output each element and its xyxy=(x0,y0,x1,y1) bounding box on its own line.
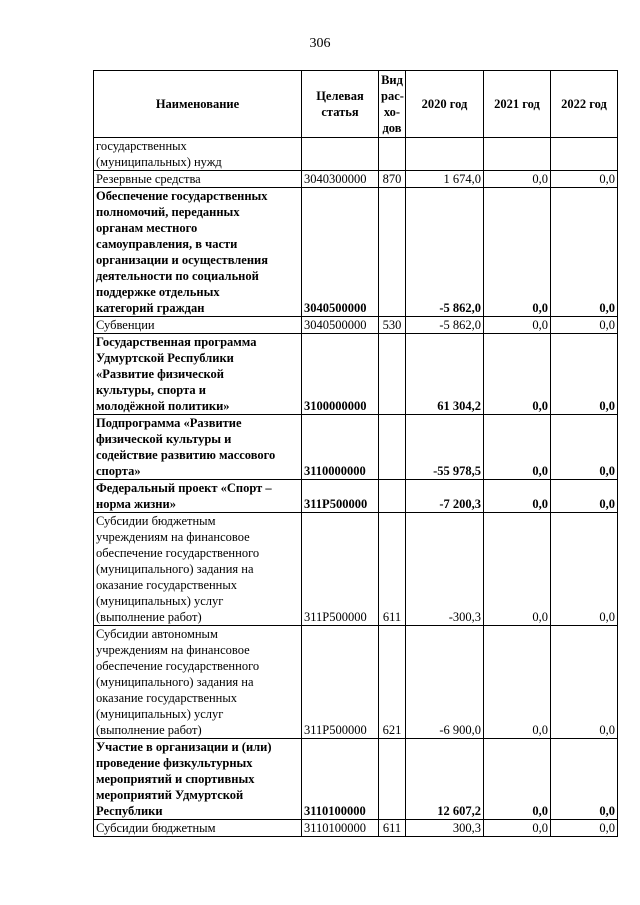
row-vid xyxy=(379,739,406,820)
row-2022 xyxy=(551,138,618,171)
table-row xyxy=(94,626,618,739)
header-article xyxy=(302,71,379,138)
row-name-line: Резервные средства xyxy=(96,172,201,186)
row-name xyxy=(94,626,302,739)
table-row xyxy=(94,739,618,820)
row-2020 xyxy=(406,138,484,171)
row-2020: -7 200,3 xyxy=(406,480,484,513)
header-2020: 2020 год xyxy=(406,71,484,138)
row-2022: 0,0 xyxy=(551,188,618,317)
row-2021: 0,0 xyxy=(484,513,551,626)
row-2022: 0,0 xyxy=(551,820,618,837)
row-name-line: Государственная программа xyxy=(96,335,257,349)
row-name-line: Участие в организации и (или) xyxy=(96,740,272,754)
row-name-line: (муниципальных) услуг xyxy=(96,707,224,721)
row-name xyxy=(94,739,302,820)
header-vid-line: рас- xyxy=(381,89,404,103)
row-vid: 870 xyxy=(379,171,406,188)
row-name xyxy=(94,188,302,317)
row-name-line: Обеспечение государственных xyxy=(96,189,268,203)
row-code: 311P500000 xyxy=(302,480,379,513)
row-code: 3040500000 xyxy=(302,188,379,317)
row-name xyxy=(94,334,302,415)
row-name-line: Субсидии бюджетным xyxy=(96,821,216,835)
row-name xyxy=(94,480,302,513)
row-name xyxy=(94,138,302,171)
row-2021: 0,0 xyxy=(484,188,551,317)
row-2021: 0,0 xyxy=(484,626,551,739)
header-article-line: статья xyxy=(321,105,359,119)
row-2021: 0,0 xyxy=(484,739,551,820)
row-name-line: учреждениям на финансовое xyxy=(96,530,250,544)
row-2020: 300,3 xyxy=(406,820,484,837)
row-name xyxy=(94,171,302,188)
row-name xyxy=(94,415,302,480)
header-vid-line: Вид xyxy=(381,73,403,87)
row-vid: 530 xyxy=(379,317,406,334)
row-code: 3110100000 xyxy=(302,739,379,820)
row-2021 xyxy=(484,138,551,171)
row-code: 3040300000 xyxy=(302,171,379,188)
header-vid xyxy=(379,71,406,138)
row-name-line: самоуправления, в части xyxy=(96,237,238,251)
row-name-line: физической культуры и xyxy=(96,432,232,446)
row-name-line: Республики xyxy=(96,804,163,818)
row-2021: 0,0 xyxy=(484,171,551,188)
row-name-line: (выполнение работ) xyxy=(96,723,202,737)
row-2021: 0,0 xyxy=(484,820,551,837)
row-name-line: проведение физкультурных xyxy=(96,756,253,770)
table-body xyxy=(94,138,618,837)
row-name-line: Субсидии бюджетным xyxy=(96,514,216,528)
table-row xyxy=(94,334,618,415)
row-2020: -5 862,0 xyxy=(406,188,484,317)
row-name-line: (муниципальных) услуг xyxy=(96,594,224,608)
budget-table xyxy=(93,70,618,837)
row-vid: 611 xyxy=(379,820,406,837)
row-name-line: «Развитие физической xyxy=(96,367,224,381)
header-2022: 2022 год xyxy=(551,71,618,138)
row-name-line: учреждениям на финансовое xyxy=(96,643,250,657)
header-vid-line: хо- xyxy=(383,105,401,119)
row-name-line: поддержке отдельных xyxy=(96,285,220,299)
row-code: 3040500000 xyxy=(302,317,379,334)
row-2021: 0,0 xyxy=(484,415,551,480)
row-vid xyxy=(379,415,406,480)
row-2022: 0,0 xyxy=(551,739,618,820)
row-code: 3110000000 xyxy=(302,415,379,480)
row-name-line: деятельности по социальной xyxy=(96,269,259,283)
row-name-line: Субсидии автономным xyxy=(96,627,218,641)
row-vid xyxy=(379,188,406,317)
row-code: 311P500000 xyxy=(302,513,379,626)
row-name-line: спорта» xyxy=(96,464,141,478)
row-code: 3110100000 xyxy=(302,820,379,837)
header-article-line: Целевая xyxy=(316,89,364,103)
row-name xyxy=(94,820,302,837)
row-code: 311P500000 xyxy=(302,626,379,739)
row-2022: 0,0 xyxy=(551,415,618,480)
row-2022: 0,0 xyxy=(551,317,618,334)
row-2022: 0,0 xyxy=(551,626,618,739)
row-name-line: Федеральный проект «Спорт – xyxy=(96,481,272,495)
row-name-line: обеспечение государственного xyxy=(96,659,260,673)
row-2020: -5 862,0 xyxy=(406,317,484,334)
row-2020: -6 900,0 xyxy=(406,626,484,739)
row-name-line: мероприятий и спортивных xyxy=(96,772,255,786)
row-2021: 0,0 xyxy=(484,334,551,415)
row-2020: 1 674,0 xyxy=(406,171,484,188)
row-2020: -55 978,5 xyxy=(406,415,484,480)
row-2020: 12 607,2 xyxy=(406,739,484,820)
row-code xyxy=(302,138,379,171)
table-row xyxy=(94,415,618,480)
table-row xyxy=(94,138,618,171)
row-2022: 0,0 xyxy=(551,480,618,513)
row-vid: 611 xyxy=(379,513,406,626)
row-name-line: категорий граждан xyxy=(96,301,205,315)
row-name-line: организации и осуществления xyxy=(96,253,269,267)
table-row xyxy=(94,171,618,188)
row-name-line: культуры, спорта и xyxy=(96,383,206,397)
row-name-line: норма жизни» xyxy=(96,497,176,511)
row-vid xyxy=(379,138,406,171)
row-code: 3100000000 xyxy=(302,334,379,415)
row-name-line: органам местного xyxy=(96,221,198,235)
row-2022: 0,0 xyxy=(551,171,618,188)
row-name-line: (муниципального) задания на xyxy=(96,562,254,576)
row-2021: 0,0 xyxy=(484,480,551,513)
table-row xyxy=(94,513,618,626)
row-name-line: содействие развитию массового xyxy=(96,448,276,462)
table-row xyxy=(94,317,618,334)
row-name-line: оказание государственных xyxy=(96,691,238,705)
header-name: Наименование xyxy=(94,71,302,138)
row-2020: 61 304,2 xyxy=(406,334,484,415)
row-name-line: обеспечение государственного xyxy=(96,546,260,560)
row-name-line: (муниципального) задания на xyxy=(96,675,254,689)
row-name-line: Удмуртской Республики xyxy=(96,351,234,365)
row-name-line: Субвенции xyxy=(96,318,155,332)
row-2020: -300,3 xyxy=(406,513,484,626)
header-row xyxy=(94,71,618,138)
row-name-line: (выполнение работ) xyxy=(96,610,202,624)
row-name-line: полномочий, переданных xyxy=(96,205,240,219)
table-row xyxy=(94,480,618,513)
header-2021: 2021 год xyxy=(484,71,551,138)
row-name xyxy=(94,513,302,626)
row-name-line: оказание государственных xyxy=(96,578,238,592)
row-2022: 0,0 xyxy=(551,334,618,415)
row-name-line: государственных xyxy=(96,139,187,153)
row-2022: 0,0 xyxy=(551,513,618,626)
row-name-line: молодёжной политики» xyxy=(96,399,230,413)
row-name-line: (муниципальных) нужд xyxy=(96,155,222,169)
table-row xyxy=(94,188,618,317)
row-name-line: мероприятий Удмуртской xyxy=(96,788,244,802)
header-vid-line: дов xyxy=(382,121,402,135)
page-number: 306 xyxy=(309,36,331,51)
row-vid: 621 xyxy=(379,626,406,739)
row-name xyxy=(94,317,302,334)
row-2021: 0,0 xyxy=(484,317,551,334)
row-name-line: Подпрограмма «Развитие xyxy=(96,416,242,430)
table-row xyxy=(94,820,618,837)
row-vid xyxy=(379,480,406,513)
row-vid xyxy=(379,334,406,415)
